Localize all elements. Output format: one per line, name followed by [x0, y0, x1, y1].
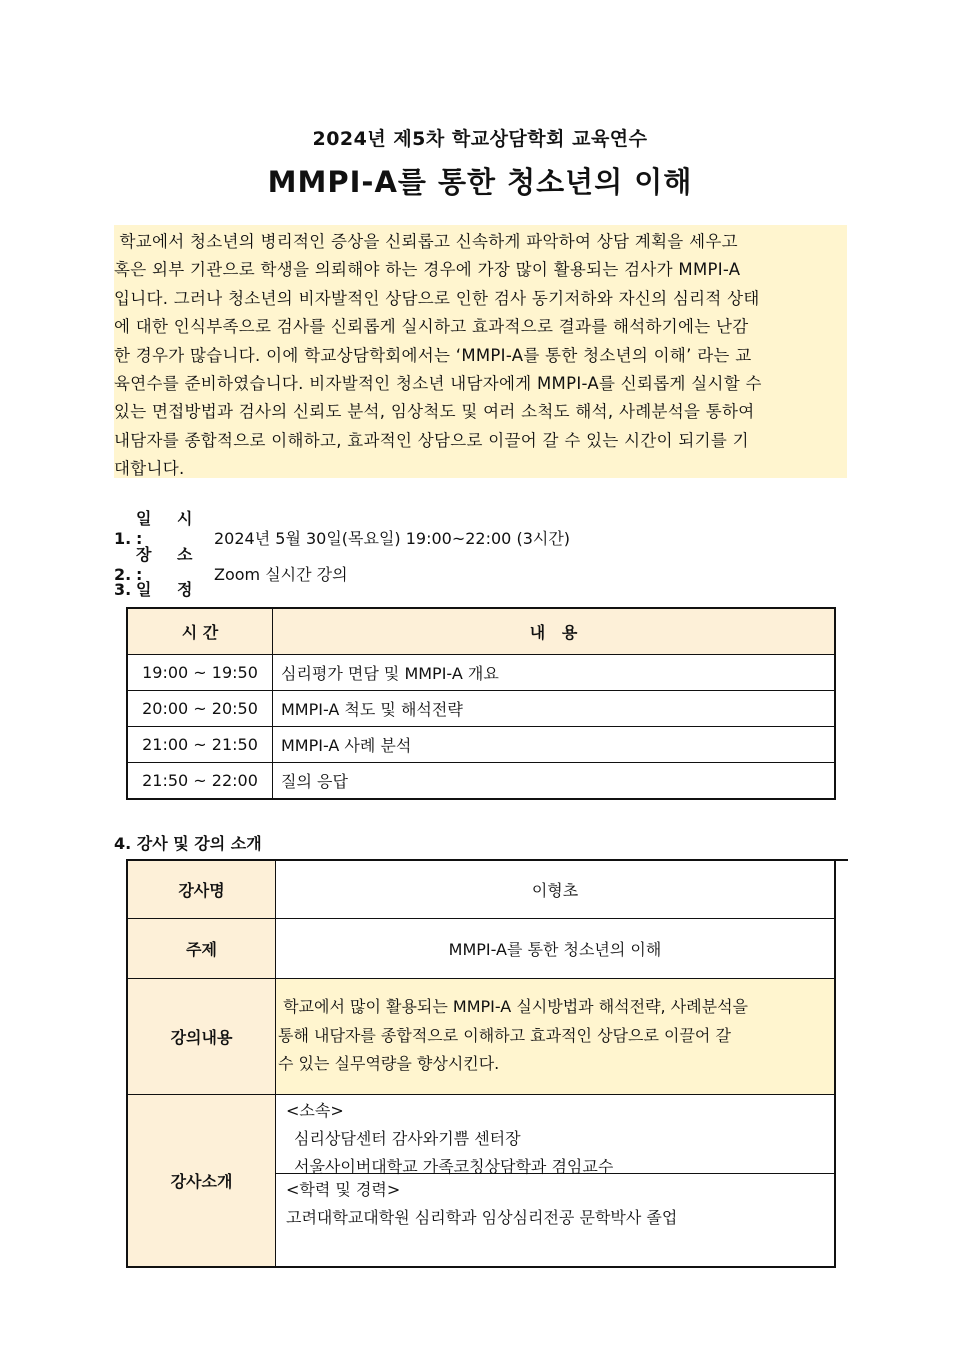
section-heading: 4. 강사 및 강의 소개 [114, 834, 262, 853]
lecture-content [276, 978, 836, 1094]
table-row [127, 1094, 835, 1267]
instructor-label: 강사명 [127, 860, 276, 918]
content-label: 강의내용 [127, 978, 276, 1094]
info-number: 3. [114, 580, 132, 599]
info-label: 장 소 : [136, 545, 203, 584]
content-line: 통해 내담자를 종합적으로 이해하고 효과적인 상담으로 이끌어 갈 [278, 1025, 731, 1045]
schedule-content: 심리평가 면담 및 MMPI-A 개요 [273, 655, 836, 691]
affiliation-item: 서울사이버대학교 가족코칭상담학과 겸임교수 [294, 1156, 614, 1176]
table-row [127, 727, 835, 763]
table-row [127, 978, 835, 1094]
affiliation-block [276, 1095, 834, 1174]
table-row [127, 860, 835, 918]
lecture-table [126, 859, 836, 1268]
affiliation-heading: <소속> [286, 1100, 344, 1120]
schedule-content: MMPI-A 척도 및 해석전략 [273, 691, 836, 727]
intro-line: 에 대한 인식부족으로 검사를 신뢰롭게 실시하고 효과적으로 결과를 해석하기에는 난감 [114, 317, 749, 337]
topic-label: 주제 [127, 918, 276, 978]
info-schedule-heading [114, 577, 202, 600]
schedule-time: 20:00 ~ 20:50 [127, 691, 273, 727]
affiliation-item: 심리상담센터 감사와기쁨 센터장 [294, 1128, 521, 1148]
content-line: 수 있는 실무역량을 향상시킨다. [278, 1054, 500, 1074]
schedule-header-time: 시 간 [127, 608, 273, 655]
intro-line: 대합니다. [114, 459, 185, 479]
table-row [127, 691, 835, 727]
intro-line: 육연수를 준비하였습니다. 비자발적인 청소년 내담자에게 MMPI-A를 신뢰롭게 실시할 수 [114, 374, 762, 394]
education-item: 고려대학교대학원 심리학과 임상심리전공 문학박사 졸업 [286, 1207, 678, 1227]
intro-paragraph [114, 225, 847, 478]
schedule-header-content: 내 용 [273, 608, 836, 655]
table-row [127, 655, 835, 691]
schedule-header-row [127, 608, 835, 655]
table-row [127, 918, 835, 978]
event-subtitle: 2024년 제5차 학교상담학회 교육연수 [312, 128, 648, 150]
schedule-content: MMPI-A 사례 분석 [273, 727, 836, 763]
schedule-time: 19:00 ~ 19:50 [127, 655, 273, 691]
info-number: 2. [114, 565, 132, 584]
info-lecturer-heading [114, 831, 262, 854]
intro-line: 입니다. 그러나 청소년의 비자발적인 상담으로 인한 검사 동기저하와 자신의 심리적 상태 [114, 288, 760, 308]
topic-value: MMPI-A를 통한 청소년의 이해 [276, 918, 836, 978]
schedule-table [126, 607, 836, 800]
intro-line: 있는 면접방법과 검사의 신뢰도 분석, 임상척도 및 여러 소척도 해석, 사례분석을 통하여 [114, 402, 755, 422]
info-value: Zoom 실시간 강의 [214, 565, 348, 584]
intro-line: 학교에서 청소년의 병리적인 증상을 신뢰롭고 신속하게 파악하여 상담 계획을 세우고 [114, 232, 738, 251]
table-row [127, 763, 835, 800]
instructor-name: 이형초 [276, 860, 836, 918]
info-label: 일 정 [136, 580, 203, 599]
page-title: MMPI-A를 통한 청소년의 이해 [267, 165, 693, 199]
schedule-time: 21:50 ~ 22:00 [127, 763, 273, 800]
intro-line: 혹은 외부 기관으로 학생을 의뢰해야 하는 경우에 가장 많이 활용되는 검사가 MMPI-A [114, 260, 741, 280]
info-label: 일 시 : [136, 509, 203, 548]
intro-line: 한 경우가 많습니다. 이에 학교상담학회에서는 ‘MMPI-A를 통한 청소년의 이해’ 라는 교 [114, 345, 752, 365]
education-heading: <학력 및 경력> [286, 1179, 401, 1199]
intro-line: 내담자를 종합적으로 이해하고, 효과적인 상담으로 이끌어 갈 수 있는 시간이 되기를 기 [114, 430, 749, 450]
content-line: 학교에서 많이 활용되는 MMPI-A 실시방법과 해석전략, 사례분석을 [278, 997, 748, 1017]
instructor-bio [276, 1094, 836, 1267]
info-number: 1. [114, 529, 132, 548]
schedule-content: 질의 응답 [273, 763, 836, 800]
table-edge-line [836, 859, 848, 861]
schedule-time: 21:00 ~ 21:50 [127, 727, 273, 763]
info-value: 2024년 5월 30일(목요일) 19:00~22:00 (3시간) [214, 529, 571, 548]
bio-label: 강사소개 [127, 1094, 276, 1267]
education-block [276, 1174, 834, 1266]
